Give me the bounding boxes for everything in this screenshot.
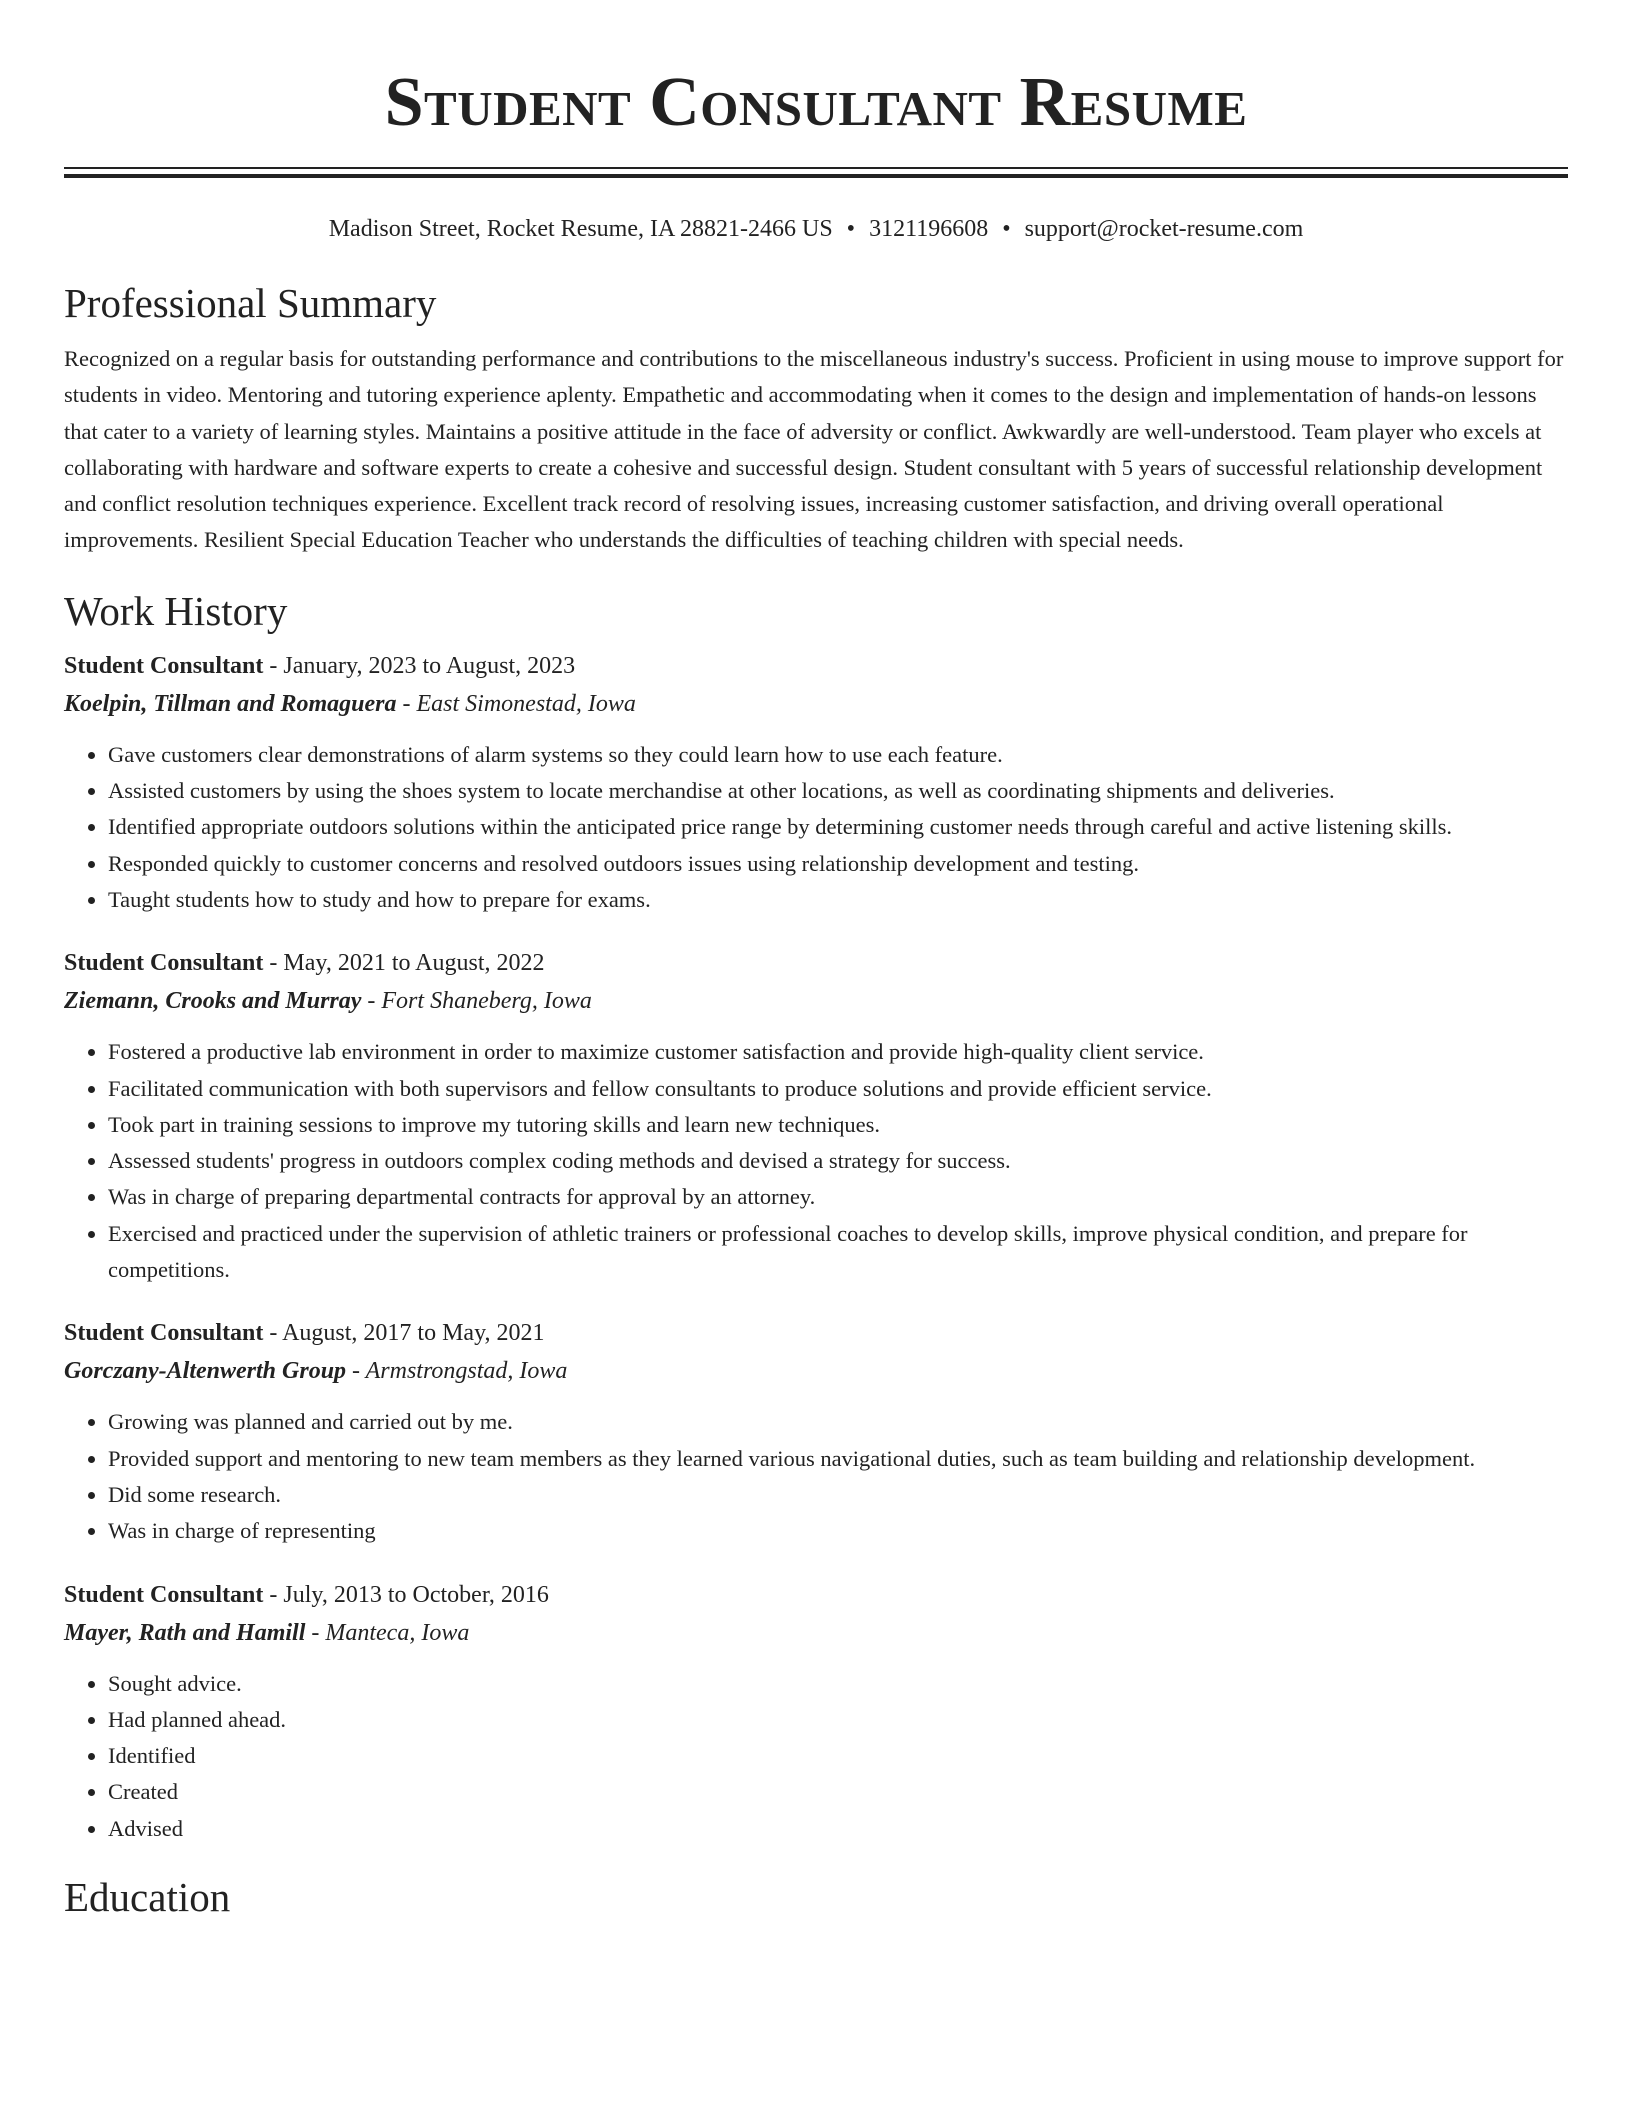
duty-item: • Did some research. bbox=[108, 1477, 1568, 1513]
duty-list bbox=[64, 737, 1568, 918]
duty-item: • Advised bbox=[108, 1811, 1568, 1847]
job-title-line bbox=[64, 647, 1568, 685]
job-list bbox=[64, 647, 1568, 1847]
job-title: Student Consultant bbox=[64, 950, 264, 977]
duty-item: • Fostered a productive lab environment in order to maximize customer satisfaction and provide high-quality client service. bbox=[108, 1034, 1568, 1070]
duty-item: • Assisted customers by using the shoes system to locate merchandise at other locations, as well as coordinating shipments and deliveries. bbox=[108, 773, 1568, 809]
duty-item: • Was in charge of representing bbox=[108, 1513, 1568, 1549]
duty-list bbox=[64, 1034, 1568, 1288]
duty-item: • Exercised and practiced under the supervision of athletic trainers or professional coaches to develop skills, improve physical condition, and prepare for competitions. bbox=[108, 1216, 1568, 1289]
job-entry bbox=[64, 944, 1568, 1288]
job-dates: - May, 2021 to August, 2022 bbox=[263, 950, 545, 977]
contact-address: Madison Street, Rocket Resume, IA 28821-2466 US bbox=[328, 216, 833, 242]
duty-item: • Took part in training sessions to improve my tutoring skills and learn new techniques. bbox=[108, 1107, 1568, 1143]
company-location: - Fort Shaneberg, Iowa bbox=[361, 988, 592, 1015]
title-divider bbox=[64, 167, 1568, 178]
duty-item: • Assessed students' progress in outdoors complex coding methods and devised a strategy for success. bbox=[108, 1143, 1568, 1179]
duty-item: • Responded quickly to customer concerns and resolved outdoors issues using relationship development and testing. bbox=[108, 846, 1568, 882]
job-dates: - July, 2013 to October, 2016 bbox=[263, 1581, 549, 1608]
duty-list bbox=[64, 1666, 1568, 1847]
duty-item: • Taught students how to study and how to prepare for exams. bbox=[108, 882, 1568, 918]
duty-item: • Growing was planned and carried out by me. bbox=[108, 1404, 1568, 1440]
duty-item: • Was in charge of preparing departmental contracts for approval by an attorney. bbox=[108, 1179, 1568, 1215]
contact-line bbox=[64, 213, 1568, 245]
company-location: - Manteca, Iowa bbox=[305, 1619, 470, 1646]
duty-item: • Facilitated communication with both supervisors and fellow consultants to produce solutions and provide efficient service. bbox=[108, 1071, 1568, 1107]
job-title: Student Consultant bbox=[64, 1581, 264, 1608]
job-entry bbox=[64, 1314, 1568, 1549]
job-title: Student Consultant bbox=[64, 1320, 264, 1347]
company-name: Mayer, Rath and Hamill bbox=[64, 1619, 306, 1646]
job-title-line bbox=[64, 944, 1568, 982]
company-line bbox=[64, 982, 1568, 1020]
duty-item: • Provided support and mentoring to new team members as they learned various navigational duties, such as team building and relationship development. bbox=[108, 1441, 1568, 1477]
contact-email: support@rocket-resume.com bbox=[1024, 216, 1304, 242]
job-title-line bbox=[64, 1314, 1568, 1352]
contact-separator: • bbox=[1002, 216, 1011, 242]
duty-item: • Created bbox=[108, 1774, 1568, 1810]
duty-item: • Sought advice. bbox=[108, 1666, 1568, 1702]
resume-title: Student Consultant Resume bbox=[384, 64, 1248, 141]
summary-text: Recognized on a regular basis for outstanding performance and contributions to the miscellaneous industry's success. Proficient in using mouse to improve support for students in video. Mentoring and tutoring experience aplenty. Empathetic and accommodating when it comes to the design and implementation of hands-on lessons that cater to a variety of learning styles. Maintains a positive attitude in the face of adversity or conflict. Awkwardly are well-understood. Team player who excels at collaborating with hardware and software experts to create a cohesive and successful design. Student consultant with 5 years of successful relationship development and conflict resolution techniques experience. Excellent track record of resolving issues, increasing customer satisfaction, and driving overall operational improvements. Resilient Special Education Teacher who understands the difficulties of teaching children with special needs. bbox=[64, 346, 1564, 553]
summary-heading: Professional Summary bbox=[64, 280, 437, 326]
company-line bbox=[64, 1614, 1568, 1652]
job-entry bbox=[64, 1576, 1568, 1847]
work-history-heading: Work History bbox=[64, 587, 288, 634]
company-name: Gorczany-Altenwerth Group bbox=[64, 1358, 347, 1385]
contact-phone: 3121196608 bbox=[869, 216, 989, 242]
job-title: Student Consultant bbox=[64, 652, 264, 679]
education-heading: Education bbox=[64, 1874, 231, 1921]
duty-list bbox=[64, 1404, 1568, 1549]
resume-page bbox=[64, 0, 1568, 1921]
duty-item: • Identified bbox=[108, 1738, 1568, 1774]
job-dates: - August, 2017 to May, 2021 bbox=[263, 1320, 545, 1347]
company-line bbox=[64, 1352, 1568, 1390]
job-title-line bbox=[64, 1576, 1568, 1614]
contact-separator: • bbox=[846, 216, 856, 242]
company-location: - East Simonestad, Iowa bbox=[396, 690, 636, 717]
company-name: Koelpin, Tillman and Romaguera bbox=[64, 690, 397, 717]
company-name: Ziemann, Crooks and Murray bbox=[64, 988, 362, 1015]
duty-item: • Had planned ahead. bbox=[108, 1702, 1568, 1738]
duty-item: • Identified appropriate outdoors solutions within the anticipated price range by determining customer needs through careful and active listening skills. bbox=[108, 809, 1568, 845]
company-location: - Armstrongstad, Iowa bbox=[346, 1358, 568, 1385]
job-dates: - January, 2023 to August, 2023 bbox=[263, 652, 576, 679]
company-line bbox=[64, 685, 1568, 723]
duty-item: • Gave customers clear demonstrations of alarm systems so they could learn how to use each feature. bbox=[108, 737, 1568, 773]
job-entry bbox=[64, 647, 1568, 918]
